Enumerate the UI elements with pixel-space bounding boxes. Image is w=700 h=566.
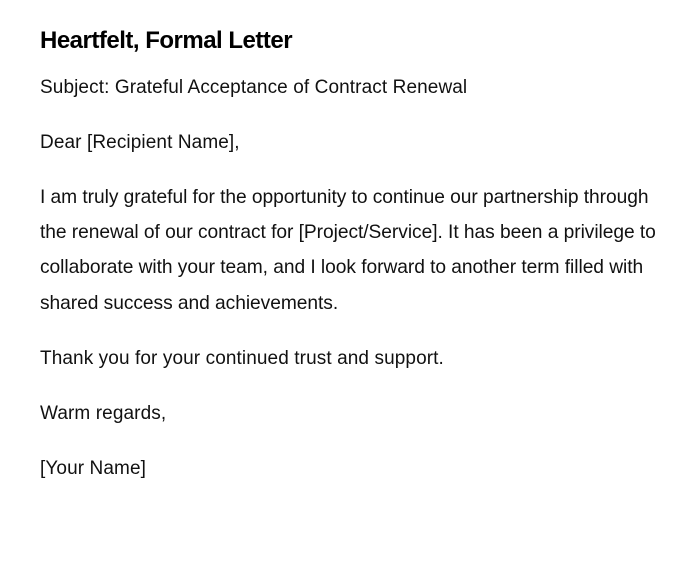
letter-body: I am truly grateful for the opportunity to continue our partnership through the renewal of our contract for [Project/Service]. It has been a privilege to collaborate with your team, and I look forward to another term filled with shared success and achievements.	[40, 187, 656, 314]
letter-closing: Warm regards,	[40, 402, 167, 424]
letter-subject: Subject: Grateful Acceptance of Contract Renewal	[40, 77, 468, 98]
letter-thanks: Thank you for your continued trust and support.	[40, 347, 444, 369]
letter-signature: [Your Name]	[40, 457, 147, 479]
letter	[40, 24, 660, 506]
letter-title: Heartfelt, Formal Letter	[40, 27, 293, 54]
letter-salutation: Dear [Recipient Name],	[40, 132, 240, 153]
